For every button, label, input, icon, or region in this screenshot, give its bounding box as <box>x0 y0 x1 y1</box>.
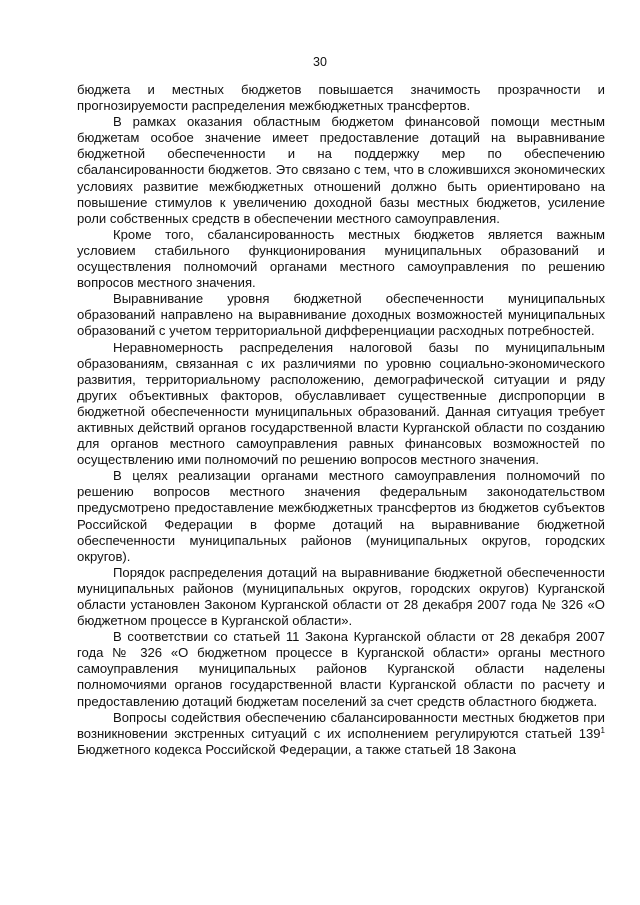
paragraph-tax-base: Неравномерность распределения налоговой базы по муниципальным образованиям, связанная с их различиями по уровню социально-экономического развития, территориальному расположению, демографической ситуации и ряду других объективных факторов, обуславливает существенные диспропорции в бюджетной обеспеченности муниципальных образований. Данная ситуация требует активных действий органов государственной власти Курганской области по созданию для органов местного самоуправления равных финансовых возможностей по осуществлению ими полномочий по решению вопросов местного значения. <box>77 339 605 468</box>
paragraph-article-11: В соответствии со статьей 11 Закона Курганской области от 28 декабря 2007 года № 326 «О бюджетном процессе в Курганской области» органы местного самоуправления муниципальных районов Курганской области наделены полномочиями органов государственной власти Курганской области по расчету и предоставлению дотаций бюджетам поселений за счет средств областного бюджета. <box>77 629 605 709</box>
paragraph-balance: Кроме того, сбалансированность местных бюджетов является важным условием стабильного функционирования муниципальных образований и осуществления полномочий органами местного самоуправления по решению вопросов местного значения. <box>77 226 605 291</box>
page-number: 30 <box>313 55 327 69</box>
paragraph-federal-law: В целях реализации органами местного самоуправления полномочий по решению вопросов местного значения федеральным законодательством предусмотрено предоставление межбюджетных трансфертов из бюджетов субъектов Российской Федерации в форме дотаций на выравнивание бюджетной обеспеченности муниципальных районов (муниципальных округов, городских округов). <box>77 468 605 564</box>
paragraph-equalization: Выравнивание уровня бюджетной обеспеченности муниципальных образований направлено на выравнивание доходных возможностей муниципальных образований с учетом территориальной дифференциации расходных потребностей. <box>77 291 605 339</box>
paragraph-procedure: Порядок распределения дотаций на выравнивание бюджетной обеспеченности муниципальных районов (муниципальных округов, городских округов) Курганской области установлен Законом Курганской области от 28 декабря 2007 года № 326 «О бюджетном процессе в Курганской области». <box>77 564 605 629</box>
paragraph-financial-assistance: В рамках оказания областным бюджетом финансовой помощи местным бюджетам особое значение имеет предоставление дотаций на выравнивание бюджетной обеспеченности и на поддержку мер по обеспечению сбалансированности бюджетов. Это связано с тем, что в сложившихся экономических условиях развитие межбюджетных отношений должно быть ориентировано на повышение стимулов к увеличению доходной базы местных бюджетов, усиление роли собственных средств в обеспечении местного самоуправления. <box>77 114 605 226</box>
paragraph-emergency-end: Бюджетного кодекса Российской Федерации, а также статьей 18 Закона <box>77 741 517 757</box>
paragraph-emergency-start: Вопросы содействия обеспечению сбалансированности местных бюджетов при возникновении экстренных ситуаций с их исполнением регулируются статьей 139 <box>77 709 605 741</box>
paragraph-continuation: бюджета и местных бюджетов повышается значимость прозрачности и прогнозируемости распределения межбюджетных трансфертов. <box>77 82 605 114</box>
article-superscript: 1 <box>600 725 605 735</box>
body-text <box>77 82 605 758</box>
paragraph-emergency <box>77 710 605 758</box>
